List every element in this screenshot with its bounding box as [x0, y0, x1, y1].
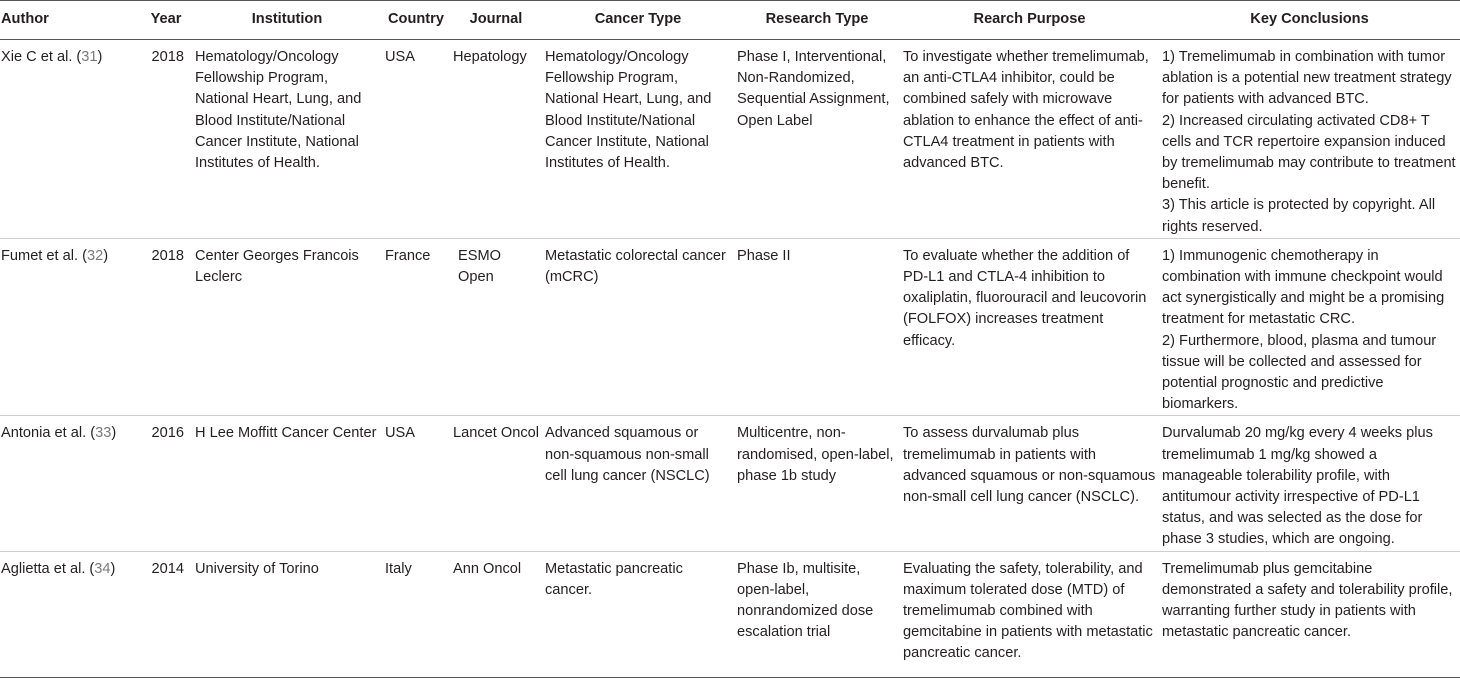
conclusion-item: 1) Tremelimumab in combination with tumor ablation is a potential new treatment strategy for patients with advanced BTC. — [1162, 49, 1452, 108]
year-cell: 2014 — [140, 551, 192, 677]
conclusions-cell — [1159, 40, 1460, 239]
journal-cell: ESMO Open — [450, 238, 542, 416]
table-row — [0, 551, 1460, 677]
conclusion-item: Tremelimumab plus gemcitabine demonstrated a safety and tolerability profile, warranting further study in patients with metastatic pancreatic cancer. — [1162, 560, 1453, 641]
research-type-cell: Phase I, Interventional, Non-Randomized, Sequential Assignment, Open Label — [734, 40, 900, 239]
cancer-type-cell: Hematology/Oncology Fellowship Program, National Heart, Lung, and Blood Institute/National Cancer Institute, National Institutes of Health. — [542, 40, 734, 239]
conclusion-item: Durvalumab 20 mg/kg every 4 weeks plus tremelimumab 1 mg/kg showed a manageable tolerability profile, with antitumour activity irrespective of PD-L1 status, and was selected as the dose for phase 3 studies, which are ongoing. — [1162, 425, 1433, 548]
conclusions-cell — [1159, 551, 1460, 677]
author-name: Antonia et al. ( — [1, 425, 96, 442]
country-cell: Italy — [382, 551, 450, 677]
cancer-type-cell: Advanced squamous or non-squamous non-small cell lung cancer (NSCLC) — [542, 416, 734, 551]
header-conclusions: Key Conclusions — [1159, 1, 1460, 40]
journal-cell: Lancet Oncol — [450, 416, 542, 551]
author-cell — [0, 40, 140, 239]
conclusion-item: 3) This article is protected by copyright. All rights reserved. — [1162, 197, 1436, 235]
purpose-cell: To investigate whether tremelimumab, an anti-CTLA4 inhibitor, could be combined safely with microwave ablation to enhance the effect of anti-CTLA4 treatment in patients with advanced BTC. — [900, 40, 1159, 239]
research-type-cell: Phase Ib, multisite, open-label, nonrandomized dose escalation trial — [734, 551, 900, 677]
institution-cell: H Lee Moffitt Cancer Center — [192, 416, 382, 551]
cancer-type-cell: Metastatic colorectal cancer (mCRC) — [542, 238, 734, 416]
reference-link[interactable]: 33 — [95, 425, 112, 442]
header-institution: Institution — [192, 1, 382, 40]
purpose-cell: To assess durvalumab plus tremelimumab in patients with advanced squamous or non-squamous non-small cell lung cancer (NSCLC). — [900, 416, 1159, 551]
table-row — [0, 238, 1460, 416]
journal-cell: Ann Oncol — [450, 551, 542, 677]
author-cell — [0, 551, 140, 677]
year-cell: 2016 — [140, 416, 192, 551]
institution-cell: Hematology/Oncology Fellowship Program, National Heart, Lung, and Blood Institute/National Cancer Institute, National Institutes of Health. — [192, 40, 382, 239]
author-close: ) — [110, 560, 116, 577]
author-cell — [0, 416, 140, 551]
journal-cell: Hepatology — [450, 40, 542, 239]
author-name: Fumet et al. ( — [1, 247, 87, 264]
author-close: ) — [111, 425, 117, 442]
reference-link[interactable]: 31 — [81, 49, 98, 65]
header-journal: Journal — [450, 1, 542, 40]
purpose-cell: To evaluate whether the addition of PD-L1 and CTLA-4 inhibition to oxaliplatin, fluorouracil and leucovorin (FOLFOX) increases treatment efficacy. — [900, 238, 1159, 416]
research-type-cell: Multicentre, non-randomised, open-label, phase 1b study — [734, 416, 900, 551]
institution-cell: University of Torino — [192, 551, 382, 677]
conclusions-cell — [1159, 416, 1460, 551]
table-row — [0, 416, 1460, 551]
research-type-cell: Phase II — [734, 238, 900, 416]
author-close: ) — [97, 49, 103, 65]
conclusion-item: 1) Immunogenic chemotherapy in combination with immune checkpoint would act synergistically and might be a promising treatment for metastatic CRC. — [1162, 247, 1445, 328]
reference-link[interactable]: 34 — [94, 560, 111, 577]
author-name: Aglietta et al. ( — [1, 560, 95, 577]
reference-link[interactable]: 32 — [86, 247, 104, 264]
purpose-cell: Evaluating the safety, tolerability, and maximum tolerated dose (MTD) of tremelimumab combined with gemcitabine in patients with metastatic pancreatic cancer. — [900, 551, 1159, 677]
year-cell: 2018 — [140, 40, 192, 239]
institution-cell: Center Georges Francois Leclerc — [192, 238, 382, 416]
country-cell: France — [382, 238, 450, 416]
header-country: Country — [382, 1, 450, 40]
cancer-type-cell: Metastatic pancreatic cancer. — [542, 551, 734, 677]
conclusion-item: 2) Increased circulating activated CD8+ T cells and TCR repertoire expansion induced by tremelimumab may contribute to treatment benefit. — [1162, 112, 1456, 193]
author-close: ) — [103, 247, 109, 264]
country-cell: USA — [382, 40, 450, 239]
header-author: Author — [0, 1, 140, 40]
header-cancer-type: Cancer Type — [542, 1, 734, 40]
table-row — [0, 40, 1460, 239]
conclusions-cell — [1159, 238, 1460, 416]
header-purpose: Rearch Purpose — [900, 1, 1159, 40]
conclusion-item: 2) Furthermore, blood, plasma and tumour tissue will be collected and assessed for potential prognostic and predictive biomarkers. — [1162, 332, 1437, 413]
header-year: Year — [140, 1, 192, 40]
author-name: Xie C et al. ( — [1, 49, 82, 65]
country-cell: USA — [382, 416, 450, 551]
author-cell — [0, 238, 140, 416]
header-research-type: Research Type — [734, 1, 900, 40]
year-cell: 2018 — [140, 238, 192, 416]
header-row — [0, 1, 1460, 40]
